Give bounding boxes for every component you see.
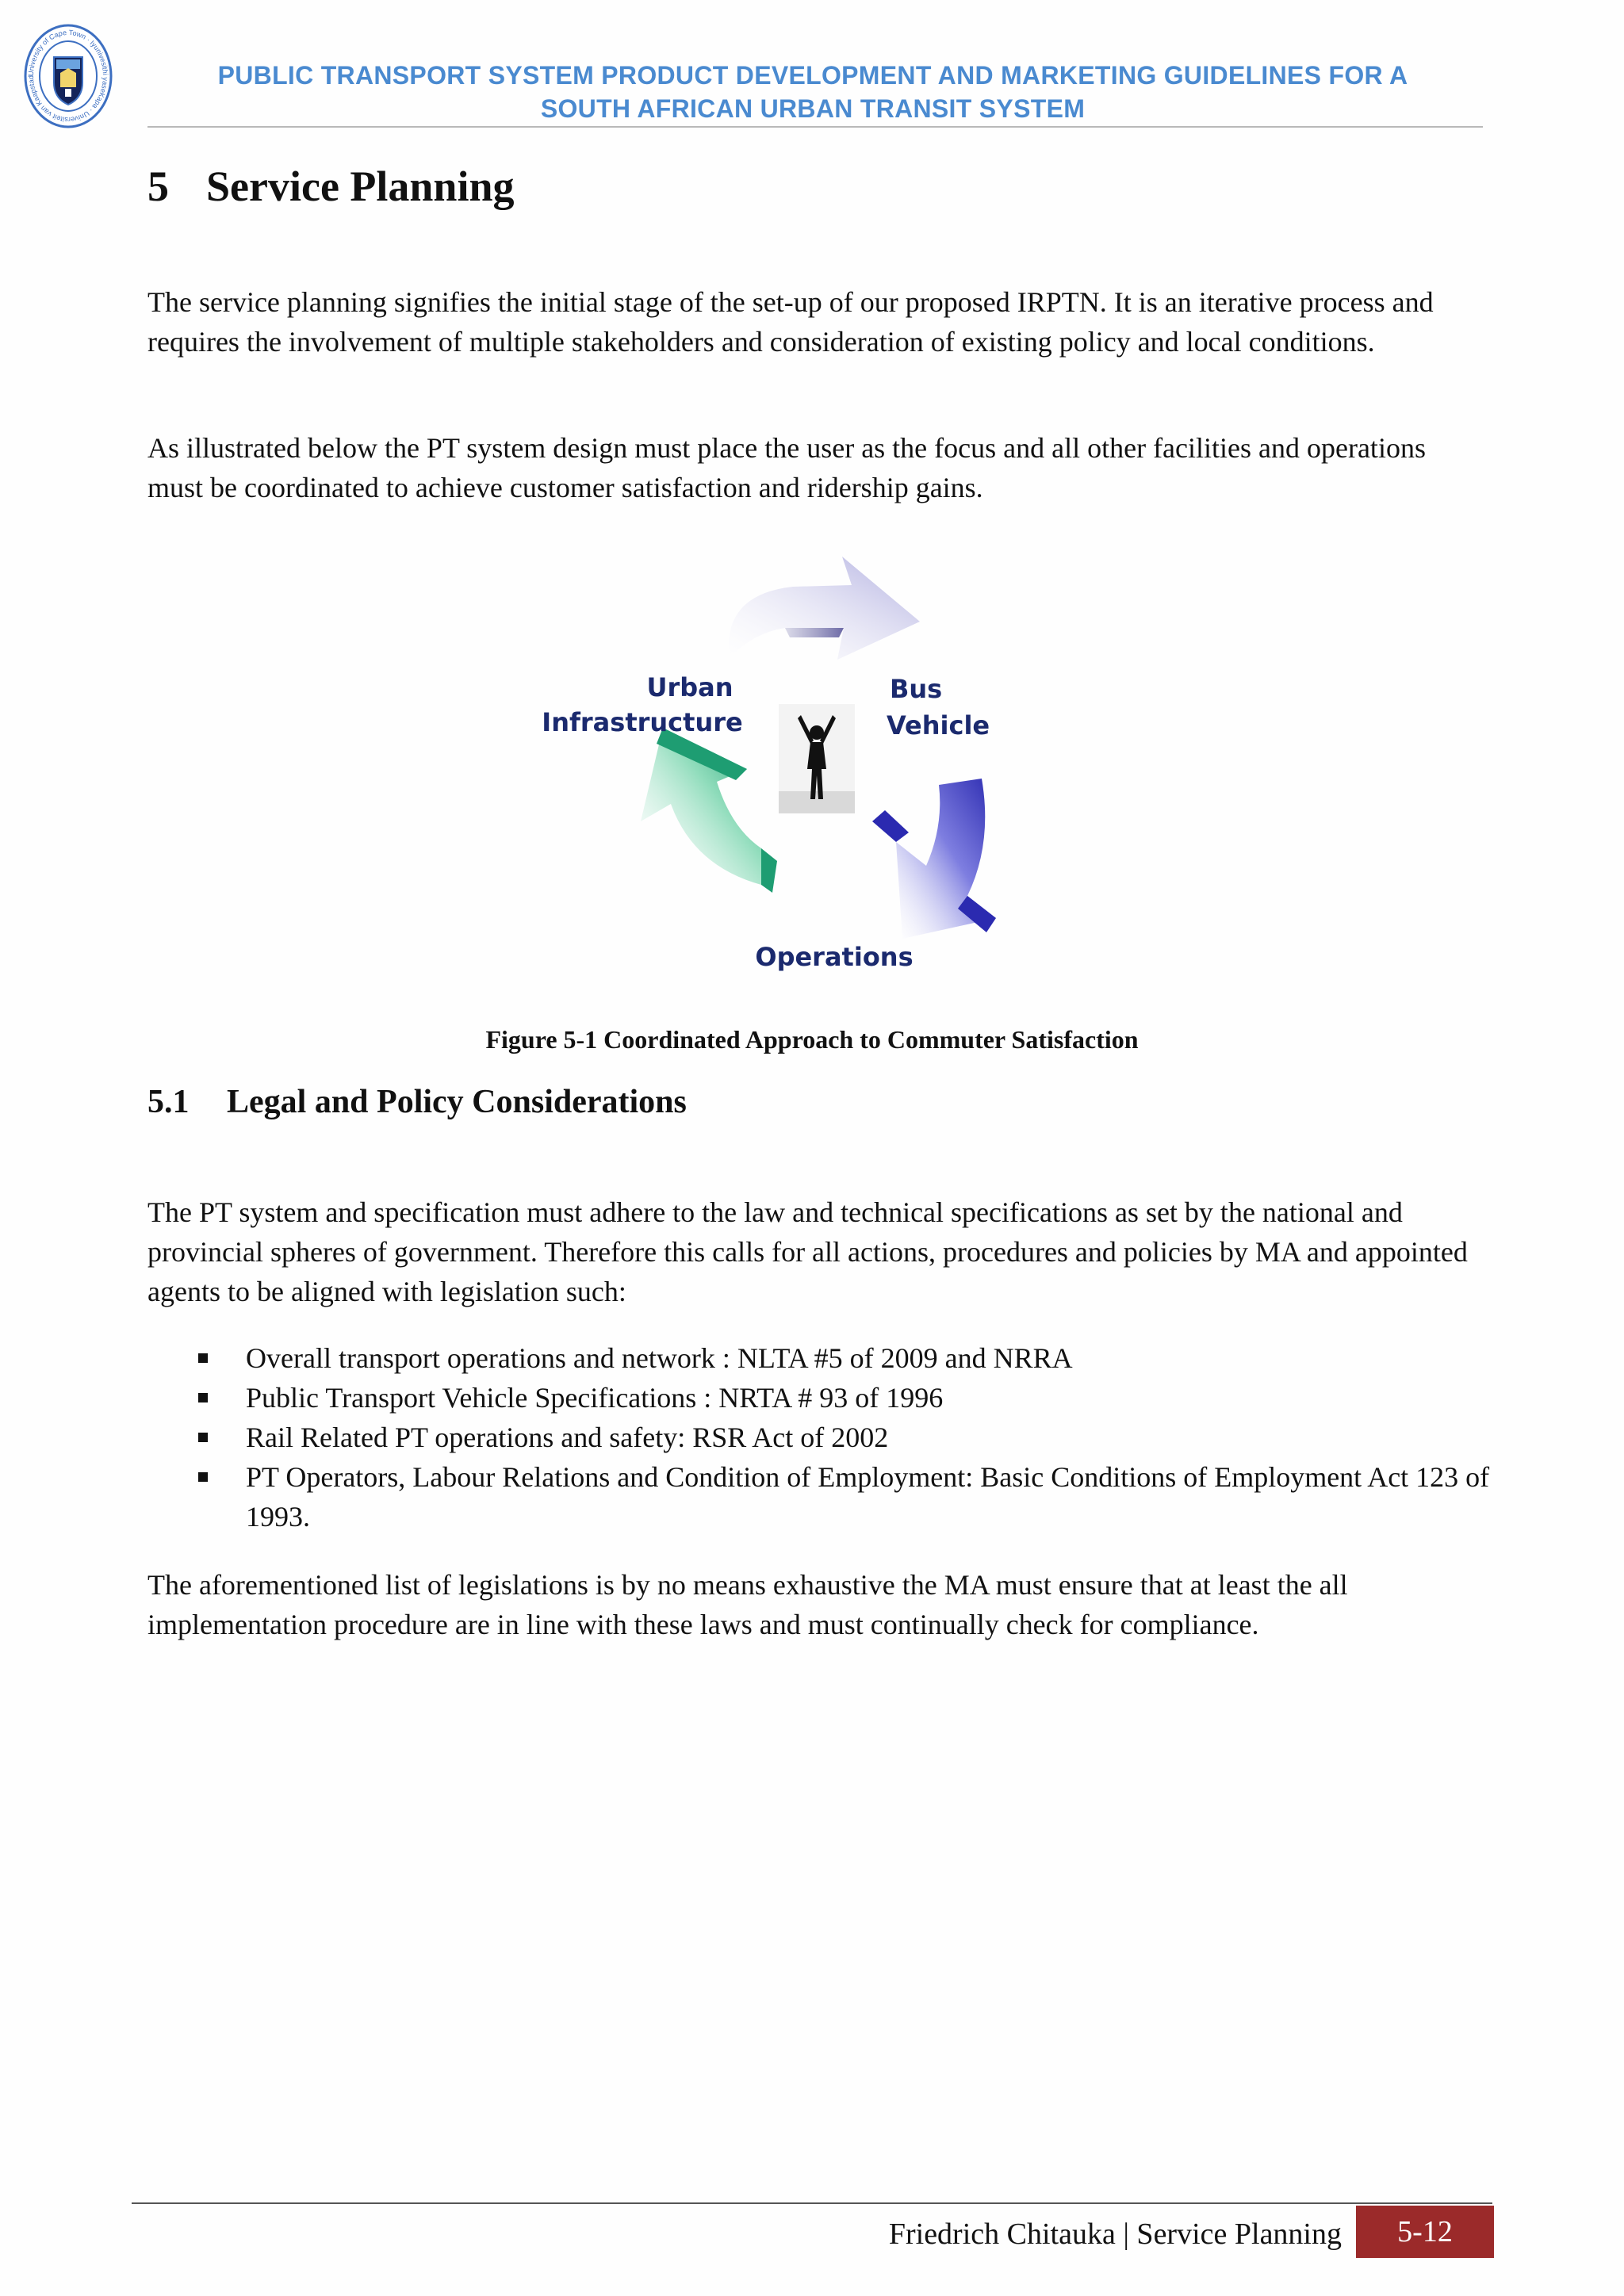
list-item-text: Overall transport operations and network : NLTA #5 of 2009 and NRRA — [246, 1342, 1073, 1374]
label-urban: Urban — [646, 672, 733, 702]
section-title: Service Planning — [206, 163, 515, 210]
list-item — [147, 1418, 1496, 1457]
bullet-square-icon — [198, 1433, 208, 1442]
list-item-text: PT Operators, Labour Relations and Condition of Employment: Basic Conditions of Employment Act 123 of 1993. — [246, 1461, 1490, 1533]
header-title-line-1: PUBLIC TRANSPORT SYSTEM PRODUCT DEVELOPMENT AND MARKETING GUIDELINES FOR A — [217, 61, 1408, 90]
commuter-person-icon — [779, 704, 855, 813]
bullet-square-icon — [198, 1472, 208, 1482]
list-item — [147, 1338, 1496, 1378]
label-bus: Bus — [890, 674, 943, 704]
section-heading — [147, 159, 515, 214]
header-divider — [147, 126, 1483, 128]
list-item — [147, 1457, 1496, 1536]
label-operations: Operations — [755, 942, 914, 972]
header-title-line-2: SOUTH AFRICAN URBAN TRANSIT SYSTEM — [540, 94, 1086, 123]
list-item-text: Rail Related PT operations and safety: RSR Act of 2002 — [246, 1422, 889, 1453]
subsection-heading — [147, 1080, 687, 1124]
figure-caption: Figure 5-1 Coordinated Approach to Commuter Satisfaction — [485, 1025, 1139, 1054]
section-paragraph-2: As illustrated below the PT system design must place the user as the focus and all other facilities and operations must be coordinated to achieve customer satisfaction and ridership gains. — [147, 432, 1426, 503]
subsection-paragraph-1: The PT system and specification must adhere to the law and technical specifications as set by the national and provincial spheres of government. Therefore this calls for all actions, procedures and policies by MA and appointed agents to be aligned with legislation such: — [147, 1196, 1468, 1307]
subsection-title: Legal and Policy Considerations — [227, 1084, 687, 1120]
bullet-square-icon — [198, 1353, 208, 1363]
section-paragraph-1: The service planning signifies the initial stage of the set-up of our proposed IRPTN. It is an iterative process and requires the involvement of multiple stakeholders and consideration of existing policy and local conditions. — [147, 286, 1434, 358]
arrow-left-base — [761, 848, 777, 893]
legislation-list — [147, 1338, 1496, 1536]
label-vehicle: Vehicle — [887, 710, 990, 740]
subsection-paragraph-2: The aforementioned list of legislations is by no means exhaustive the MA must ensure that at least the all implementation procedure are in line with these laws and must continually check for compliance. — [147, 1569, 1348, 1640]
bullet-square-icon — [198, 1393, 208, 1402]
label-infrastructure: Infrastructure — [542, 707, 743, 737]
university-logo — [22, 21, 114, 132]
header-title — [151, 59, 1475, 125]
page-number-badge: 5-12 — [1356, 2206, 1494, 2258]
logo-ring-text: University of Cape Town · Iyunivesithi yaseKapa · Universiteit van Kaapstad — [26, 28, 110, 124]
section-number: 5 — [147, 163, 169, 210]
list-item-text: Public Transport Vehicle Specifications : NRTA # 93 of 1996 — [246, 1382, 944, 1414]
arrow-top-shadow — [785, 628, 844, 637]
coordination-cycle-figure — [523, 539, 1047, 991]
arrow-top-icon — [729, 557, 920, 660]
subsection-number: 5.1 — [147, 1084, 190, 1120]
list-item — [147, 1378, 1496, 1418]
footer-divider — [132, 2202, 1492, 2204]
footer-author-section: Friedrich Chitauka | Service Planning — [888, 2218, 1342, 2251]
arrow-right-notch — [872, 810, 909, 842]
